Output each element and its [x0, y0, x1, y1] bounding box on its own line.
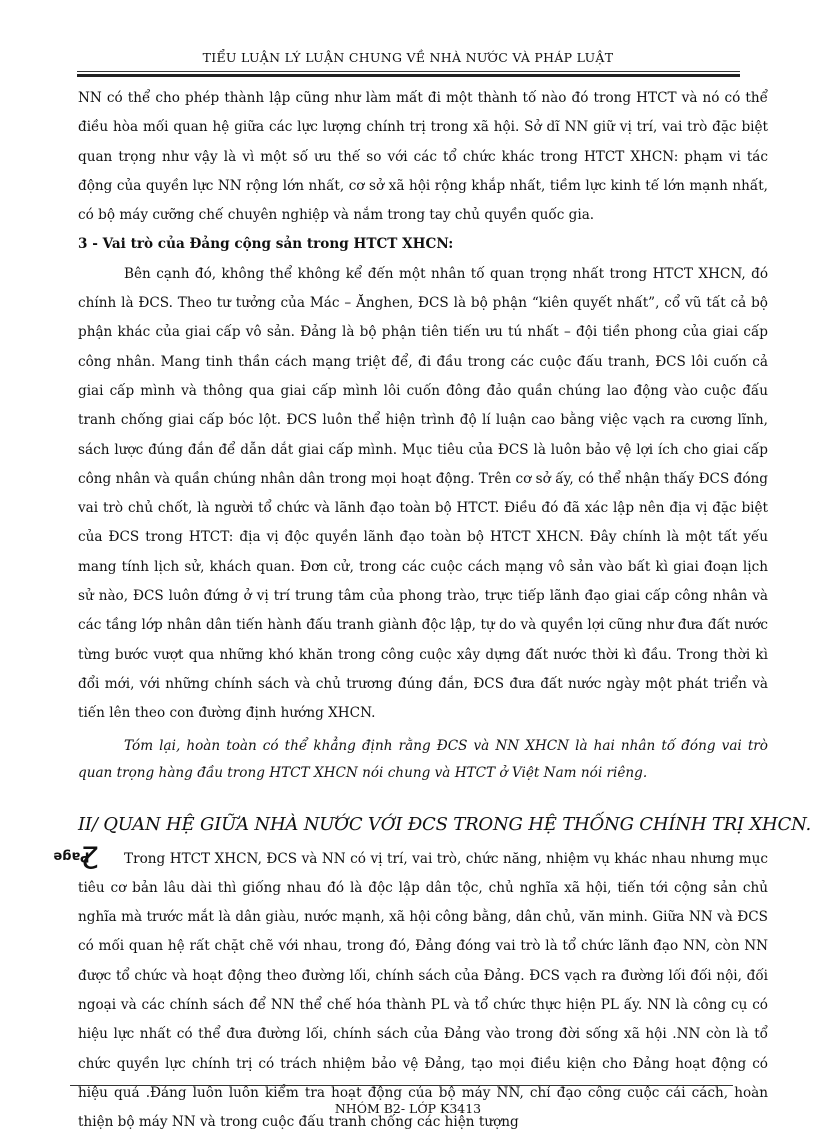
paragraph-party-role: Bên cạnh đó, không thể không kể đến một nhân tố quan trọng nhất trong HTCT XHCN, đó chính là ĐCS. Theo tư tưởng của Mác – Ănghen, ĐCS là bộ phận “kiên quyết nhất”, cổ vũ tất cả bộ phận khác của giai cấp vô sản. Đảng là bộ phận tiên tiến ưu tú nhất – đội tiền phong của giai cấp công nhân. Mang tinh thần cách mạng triệt để, đi đầu trong các cuộc đấu tranh, ĐCS lôi cuốn cả giai cấp mình và thông qua giai cấp mình lôi cuốn đông đảo quần chúng lao động vào cuộc đấu tranh chống giai cấp bóc lột. ĐCS luôn thể hiện trình độ lí luận cao bằng việc vạch ra cương lĩnh, sách lược đúng đắn để dẫn dắt giai cấp mình. Mục tiêu của ĐCS là luôn bảo vệ lợi ích cho giai cấp công nhân và quần chúng nhân dân trong mọi hoạt động. Trên cơ sở ấy, có thể nhận thấy ĐCS đóng vai trò chủ chốt, là người tổ chức và lãnh đạo toàn bộ HTCT. Điều đó đã xác lập nên địa vị đặc biệt của ĐCS trong HTCT: địa vị độc quyền lãnh đạo toàn bộ HTCT XHCN. Đây chính là một tất yếu mang tính lịch sử, khách quan. Đơn cử, trong các cuộc cách mạng vô sản vào bất kì giai đoạn lịch sử nào, ĐCS luôn đứng ở vị trí trung tâm của phong trào, trực tiếp lãnh đạo giai cấp công nhân và các tầng lớp nhân dân tiến hành đấu tranh giành độc lập, tự do và quyền lợi cũng như đưa đất nước từng bước vượt qua những khó khăn trong công cuộc xây dựng đất nước thời kì đầu. Trong thời kì đổi mới, với những chính sách và chủ trương đúng đắn, ĐCS đưa đất nước ngày một phát triển và tiến lên theo con đường định hướng XHCN.	[78, 265, 768, 722]
conclusion-paragraph: Tóm lại, hoàn toàn có thể khẳng định rằng ĐCS và NN XHCN là hai nhân tố đóng vai trò quan trọng hàng đầu trong HTCT XHCN nói chung và HTCT ở Việt Nam nói riêng.	[78, 737, 768, 781]
page-number: 2	[80, 838, 100, 874]
page-word: Page	[53, 848, 90, 864]
header-rule-thick	[77, 74, 740, 77]
section-heading-3: 3 - Vai trò của Đảng cộng sản trong HTCT XHCN:	[78, 236, 454, 253]
page-header: TIỂU LUẬN LÝ LUẬN CHUNG VỀ NHÀ NƯỚC VÀ PHÁP LUẬT	[202, 50, 614, 65]
paragraph-relation: Trong HTCT XHCN, ĐCS và NN có vị trí, vai trò, chức năng, nhiệm vụ khác nhau nhưng mục tiêu cơ bản lâu dài thì giống nhau đó là độc lập dân tộc, chủ nghĩa xã hội, tiến tới cộng sản chủ nghĩa mà trước mắt là dân giàu, nước mạnh, xã hội công bằng, dân chủ, văn minh. Giữa NN và ĐCS có mối quan hệ rất chặt chẽ với nhau, trong đó, Đảng đóng vai trò là tổ chức lãnh đạo NN, còn NN được tổ chức và hoạt động theo đường lối, chính sách của Đảng. ĐCS vạch ra đường lối đối nội, đối ngoại và các chính sách để NN thể chế hóa thành PL và tổ chức thực hiện PL ấy. NN là công cụ có hiệu lực nhất có thể đưa đường lối, chính sách của Đảng vào trong đời sống xã hội .NN còn là tổ chức quyền lực chính trị có trách nhiệm bảo vệ Đảng, tạo mọi điều kiện cho Đảng hoạt động có hiệu quả .Đảng luôn luôn kiểm tra hoạt động của bộ máy NN, chỉ đạo công cuộc cải cách, hoàn thiện bộ máy NN và trong cuộc đấu tranh chống các hiện tượng	[78, 850, 768, 1131]
footer-rule	[70, 1085, 733, 1086]
page-number-label	[10, 818, 100, 878]
page-footer: NHÓM B2- LỚP K3413	[334, 1101, 482, 1116]
paragraph-continued: NN có thể cho phép thành lập cũng như làm mất đi một thành tố nào đó trong HTCT và nó có thể điều hòa mối quan hệ giữa các lực lượng chính trị trong xã hội. Sở dĩ NN giữ vị trí, vai trò đặc biệt quan trọng như vậy là vì một số ưu thế so với các tổ chức khác trong HTCT XHCN: phạm vi tác động của quyền lực NN rộng lớn nhất, cơ sở xã hội rộng khắp nhất, tiềm lực kinh tế lớn mạnh nhất, có bộ máy cưỡng chế chuyên nghiệp và nắm trong tay chủ quyền quốc gia.	[78, 90, 768, 224]
header-rule-thin	[77, 71, 740, 72]
section-2-heading: II/ QUAN HỆ GIỮA NHÀ NƯỚC VỚI ĐCS TRONG HỆ THỐNG CHÍNH TRỊ XHCN.	[78, 813, 812, 835]
document-body	[78, 84, 812, 1138]
